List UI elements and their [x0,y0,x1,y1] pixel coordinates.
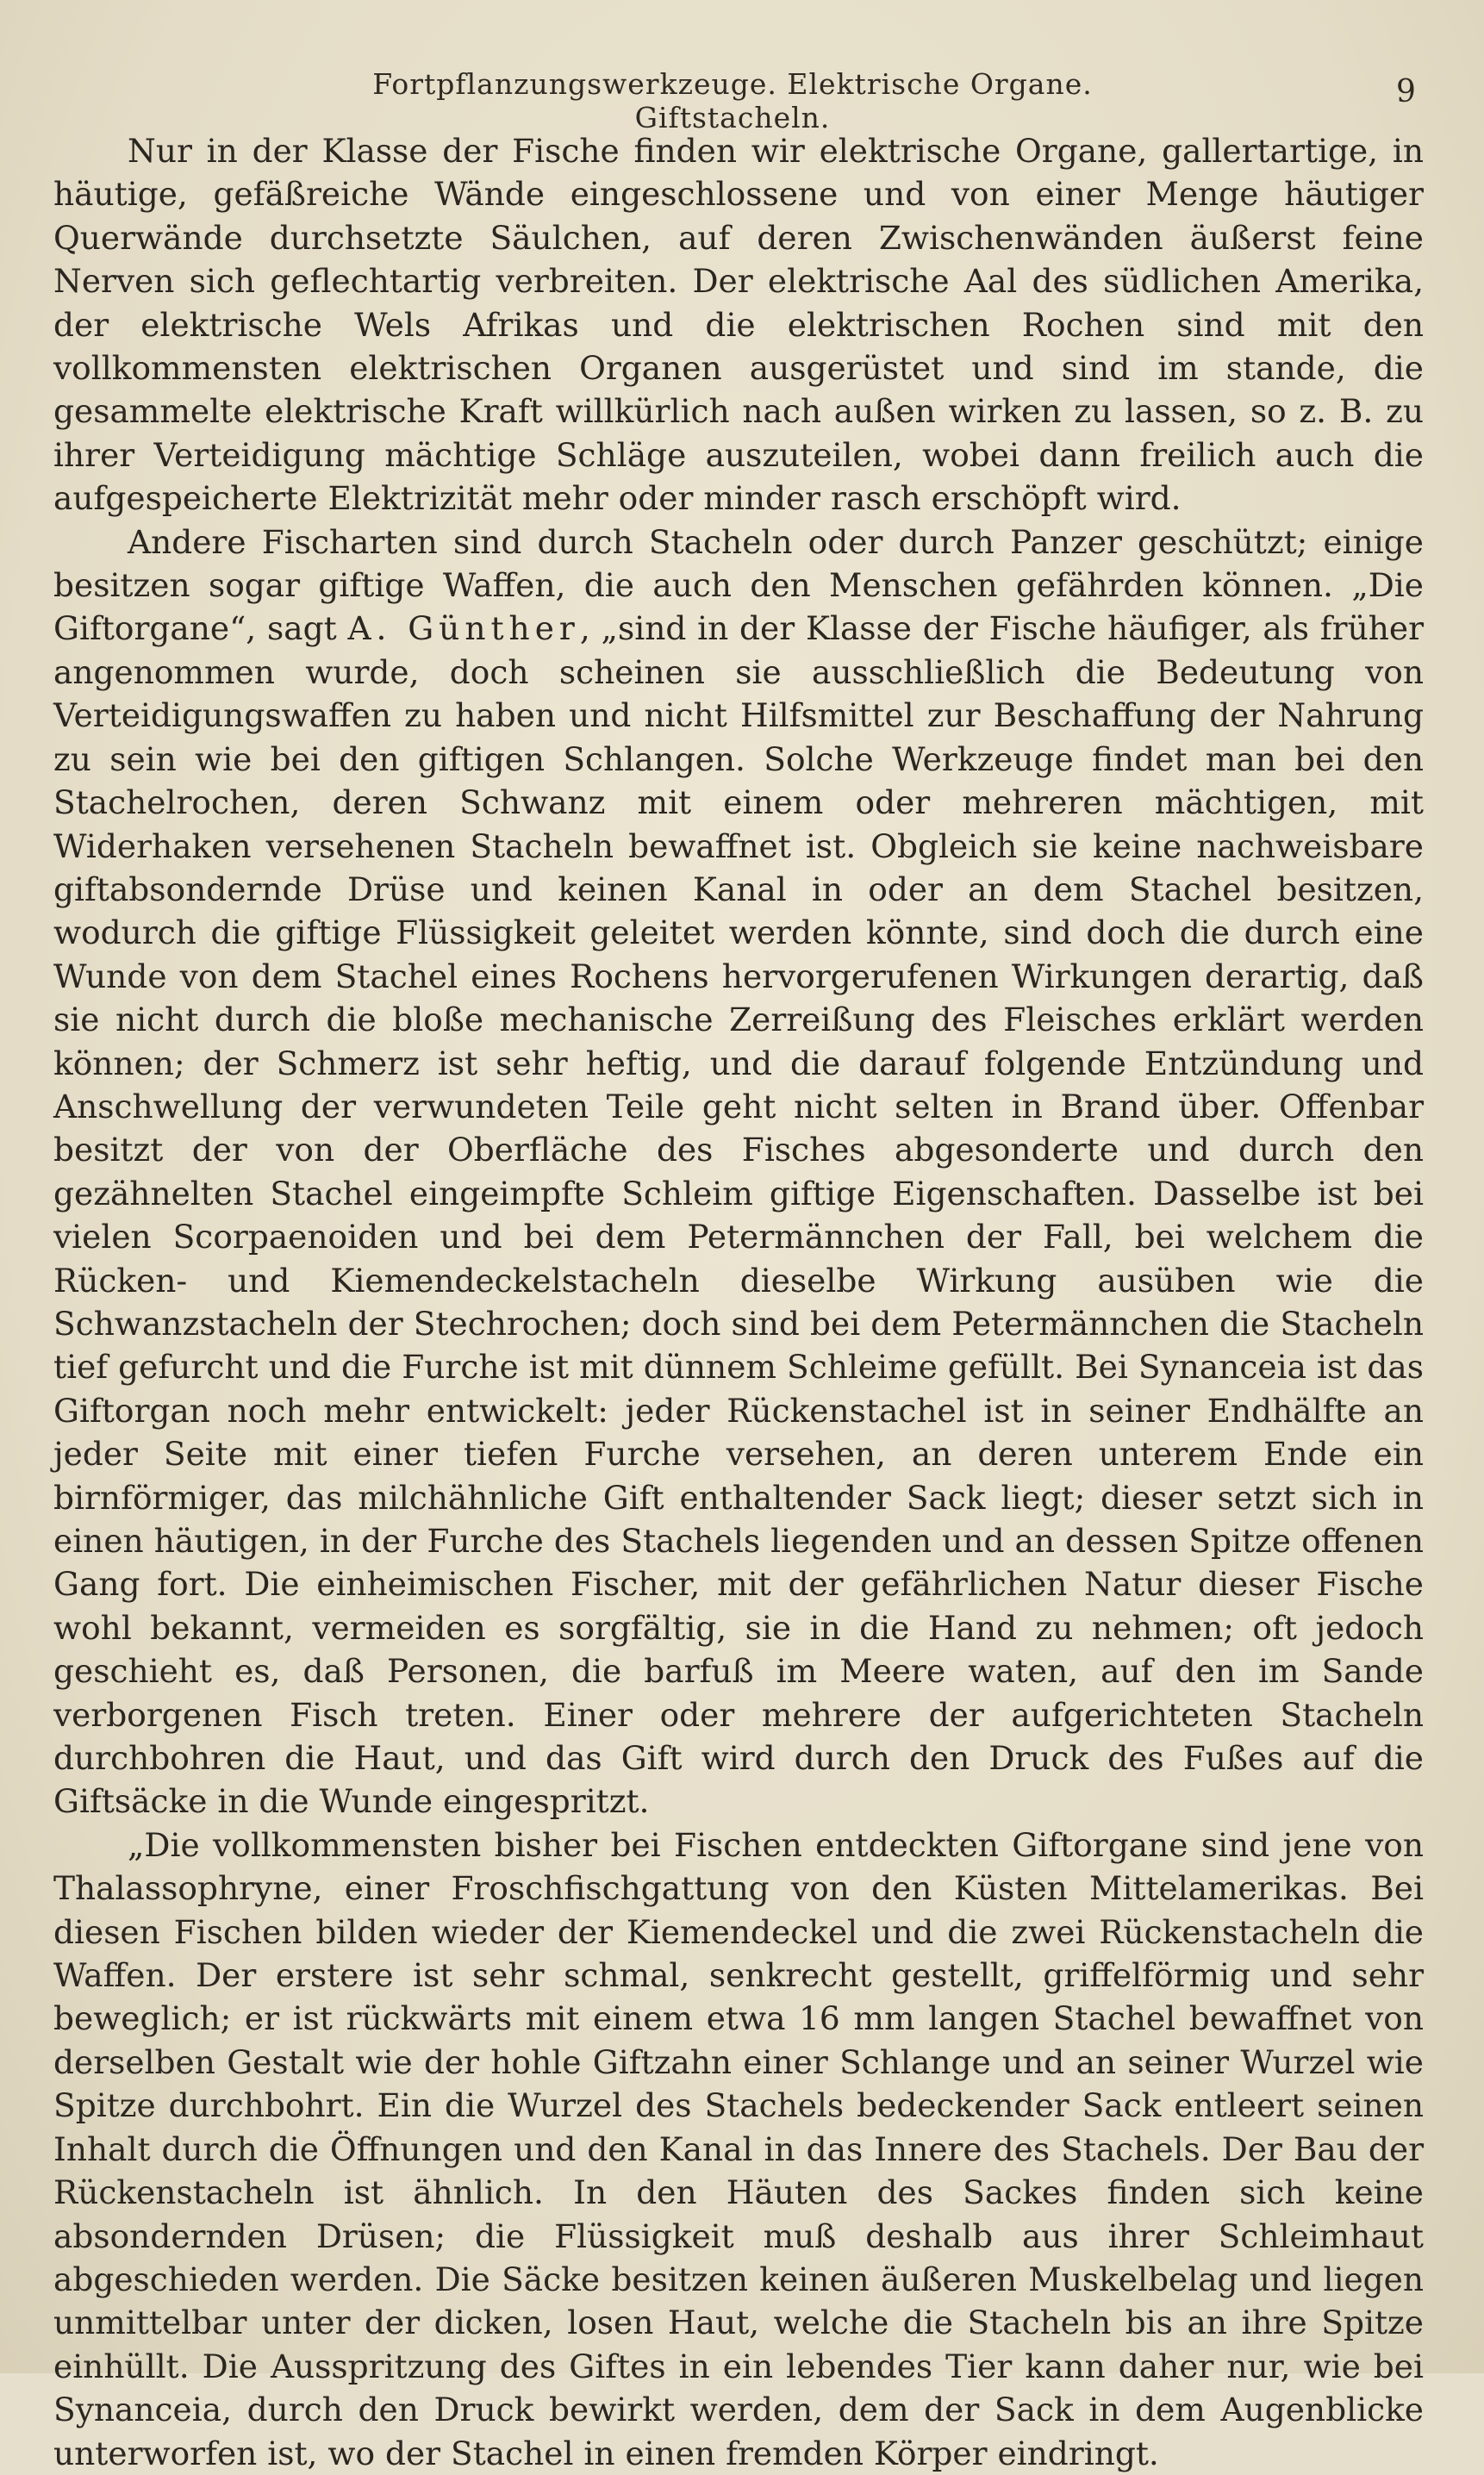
paragraph-text-start: Andere Fischarten sind durch Stacheln oder durch Panzer geschützt; einige besitzen sogar giftige Waffen, die auch den Menschen gefährden können. „Die Giftorgane“, sagt [53,522,1424,648]
paragraph-thalassophryne: „Die vollkommensten bisher bei Fischen entdeckten Giftorgane sind jene von Thalassophryne, einer Froschfischgattung von den Küsten Mittelamerikas. Bei diesen Fischen bilden wieder der Kiemendeckel und die zwei Rückenstacheln die Waffen. Der erstere ist sehr schmal, senkrecht gestellt, griffelförmig und sehr beweglich; er ist rückwärts mit einem etwa 16 mm langen Stachel bewaffnet von derselben Gestalt wie der hohle Giftzahn einer Schlange und an seiner Wurzel wie Spitze durchbohrt. Ein die Wurzel des Stachels bedeckender Sack entleert seinen Inhalt durch die Öffnungen und den Kanal in das Innere des Stachels. Der Bau der Rückenstacheln ist ähnlich. In den Häuten des Sackes finden sich keine absondernden Drüsen; die Flüssigkeit muß deshalb aus ihrer Schleimhaut abgeschieden werden. Die Säcke besitzen keinen äußeren Muskelbelag und liegen unmittelbar unter der dicken, losen Haut, welche die Stacheln bis an ihre Spitze einhüllt. Die Ausspritzung des Giftes in ein lebendes Tier kann daher nur, wie bei Synanceia, durch den Druck bewirkt werden, dem der Sack in dem Augenblicke unterworfen ist, wo der Stachel in einen fremden Körper eindringt. [53,1825,1424,2472]
paragraph-electric-organs: Nur in der Klasse der Fische finden wir elektrische Organe, gallertartige, in häutige, gefäßreiche Wände eingeschlossene und von einer Menge häutiger Querwände durchsetzte Säulchen, auf deren Zwischenwänden äußerst feine Nerven sich geflechtartig verbreiten. Der elektrische Aal des südlichen Amerika, der elektrische Wels Afrikas und die elektrischen Rochen sind mit den vollkommensten elektrischen Organen ausgerüstet und sind im stande, die gesammelte elektrische Kraft willkürlich nach außen wirken zu lassen, so z. B. zu ihrer Verteidigung mächtige Schläge auszuteilen, wobei dann freilich auch die aufgespeicherte Elektrizität mehr oder minder rasch erschöpft wird. [53,132,1424,518]
paragraph-poison-organs [53,521,1424,1824]
page-header [0,67,1484,134]
page-number: 9 [1396,74,1416,109]
body-text [53,129,1424,2475]
running-head: Fortpflanzungswerkzeuge. Elektrische Organe. Giftstacheln. [372,67,1093,134]
paragraph-text-rest: , „sind in der Klasse der Fische häufiger, als früher angenommen wurde, doch scheinen sie ausschließlich die Bedeutung von Verteidigungswaffen zu haben und nicht Hilfsmittel zur Beschaffung der Nahrung zu sein wie bei den giftigen Schlangen. Solche Werkzeuge findet man bei den Stachelrochen, deren Schwanz mit einem oder mehreren mächtigen, mit Widerhaken versehenen Stacheln bewaffnet ist. Obgleich sie keine nachweisbare giftabsondernde Drüse und keinen Kanal in oder an dem Stachel besitzen, wodurch die giftige Flüssigkeit geleitet werden könnte, sind doch die durch eine Wunde von dem Stachel eines Rochens hervorgerufenen Wirkungen derartig, daß sie nicht durch die bloße mechanische Zerreißung des Fleisches erklärt werden können; der Schmerz ist sehr heftig, und die darauf folgende Entzündung und Anschwellung der verwundeten Teile geht nicht selten in Brand über. Offenbar besitzt der von der Oberfläche des Fisches abgesonderte und durch den gezähnelten Stachel eingeimpfte Schleim giftige Eigenschaften. Dasselbe ist bei vielen Scorpaenoiden und bei dem Petermännchen der Fall, bei welchem die Rücken- und Kiemendeckelstacheln dieselbe Wirkung ausüben wie die Schwanzstacheln der Stechrochen; doch sind bei dem Petermännchen die Stacheln tief gefurcht und die Furche ist mit dünnem Schleime gefüllt. Bei Synanceia ist das Giftorgan noch mehr entwickelt: jeder Rückenstachel ist in seiner Endhälfte an jeder Seite mit einer tiefen Furche versehen, an deren unterem Ende ein birnförmiger, das milchähnliche Gift enthaltender Sack liegt; dieser setzt sich in einen häutigen, in der Furche des Stachels liegenden und an dessen Spitze offenen Gang fort. Die einheimischen Fischer, mit der gefährlichen Natur dieser Fische wohl bekannt, vermeiden es sorgfältig, sie in die Hand zu nehmen; oft jedoch geschieht es, daß Personen, die barfuß im Meere waten, auf den im Sande verborgenen Fisch treten. Einer oder mehrere der aufgerichteten Stacheln durchbohren die Haut, und das Gift wird durch den Druck des Fußes auf die Giftsäcke in die Wunde eingespritzt. [53,609,1425,1821]
author-name: A. Günther [347,609,580,648]
